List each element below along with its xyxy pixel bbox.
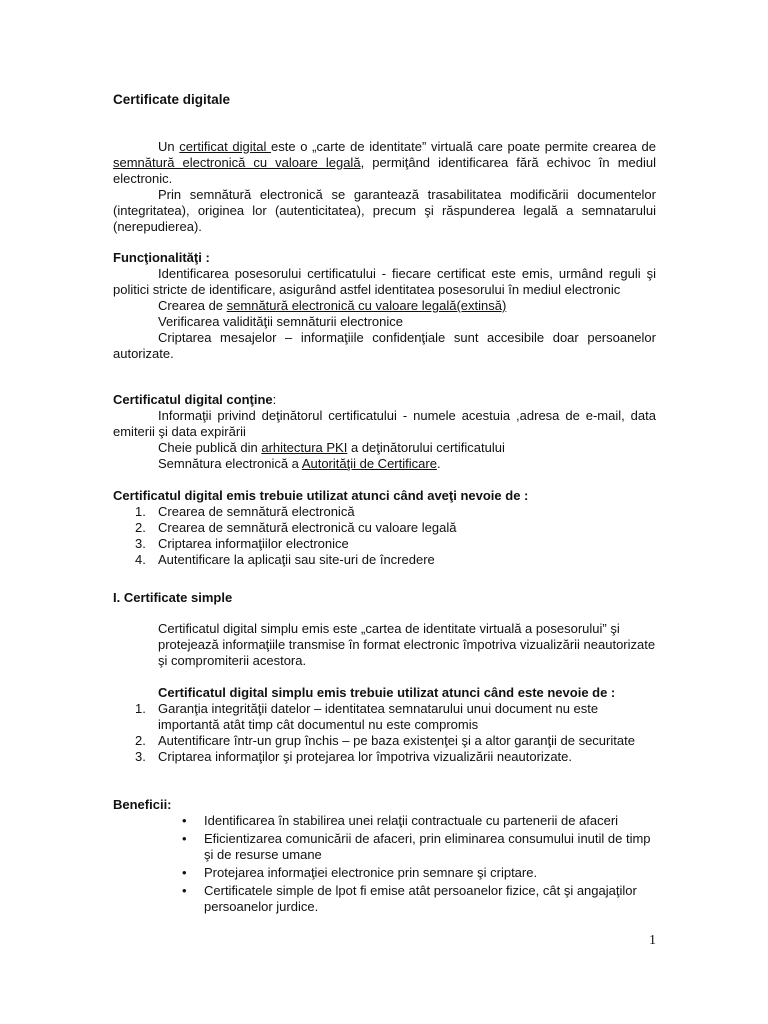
link-semnatura-extinsa[interactable]: semnătură electronică cu valoare legală(extinsă) xyxy=(226,298,507,313)
contine-item: Cheie publică din arhitectura PKI a deţinătorului certificatului xyxy=(158,440,505,455)
bullet-icon: • xyxy=(182,831,187,846)
beneficii-section xyxy=(113,797,656,917)
functionalitati-heading: Funcţionalităţi : xyxy=(113,250,210,265)
bullet-icon: • xyxy=(182,865,187,880)
intro-paragraph-2: Prin semnătură electronică se garantează trasabilitatea modificării documentelor (integritatea), originea lor (autenticitatea), precum şi răspunderea legală a semnatarului (nerepudierea). xyxy=(113,187,656,234)
utilizare-heading: Certificatul digital emis trebuie utilizat atunci când aveţi nevoie de : xyxy=(113,488,529,503)
functionalitati-item: Verificarea validităţii semnăturii electronice xyxy=(158,314,403,329)
beneficii-list xyxy=(113,813,656,915)
list-item: 1. Garanţia integrităţii datelor – identitatea semnatarului unui document nu este importantă atât timp cât documentul nu este compromis xyxy=(135,701,599,732)
link-autoritatii-de-certificare[interactable]: Autorităţii de Certificare xyxy=(301,456,437,471)
bullet-item: • Certificatele simple de lpot fi emise atât persoanelor fizice, cât şi angajaţilor persoanelor jurdice. xyxy=(182,883,637,914)
list-item: 2. Autentificare într-un grup închis – pe baza existenţei şi a altor garanţii de securitate xyxy=(135,733,635,748)
functionalitati-section xyxy=(113,250,656,362)
contine-section xyxy=(113,392,656,472)
functionalitati-item: Criptarea mesajelor – informaţiile confidenţiale sunt accesibile doar persoanelor autorizate. xyxy=(113,330,656,361)
intro-paragraph-1: Un certificat digital este o „carte de identitate” virtuală care poate permite crearea de semnătură electronică cu valoare legală, permiţând identificarea fără echivoc în mediul electronic. xyxy=(113,139,656,186)
contine-item: Informaţii privind deţinătorul certificatului - numele acestuia ,adresa de e-mail, data emiterii şi data expirării xyxy=(113,408,656,439)
functionalitati-item: Identificarea posesorului certificatului - fiecare certificat este emis, urmând reguli şi politici stricte de identificare, asigurând astfel identitatea posesorului în mediul electronic xyxy=(113,266,656,297)
certificate-simple-usage xyxy=(113,685,656,765)
utilizare-list xyxy=(113,504,656,568)
list-item: 3. Criptarea informaţiilor electronice xyxy=(135,536,349,551)
utilizare-section xyxy=(113,488,656,568)
certificate-simple-heading: I. Certificate simple xyxy=(113,590,233,605)
link-semnatura-electronica[interactable]: semnătură electronică cu valoare legală xyxy=(113,155,361,170)
intro-section xyxy=(113,139,656,235)
contine-item: Semnătura electronică a Autorităţii de Certificare. xyxy=(158,456,441,471)
certificate-simple-description: Certificatul digital simplu emis este „cartea de identitate virtuală a posesorului” şi protejează informaţiile transmise în format electronic împotriva vizualizării neautorizate şi compromiterii acestora. xyxy=(158,621,656,668)
list-item: 4. Autentificare la aplicaţii sau site-uri de încredere xyxy=(135,552,435,567)
list-item: 3. Criptarea informaţilor şi protejarea lor împotriva vizualizării neautorizate. xyxy=(135,749,573,764)
certificate-simple-section xyxy=(113,590,656,606)
certificate-simple-usage-heading: Certificatul digital simplu emis trebuie utilizat atunci când este nevoie de : xyxy=(158,685,616,700)
functionalitati-item: Crearea de semnătură electronică cu valoare legală(extinsă) xyxy=(158,298,507,313)
certificate-simple-usage-list xyxy=(113,701,656,765)
bullet-icon: • xyxy=(182,883,187,898)
beneficii-heading: Beneficii: xyxy=(113,797,172,812)
bullet-item: • Eficientizarea comunicării de afaceri, prin eliminarea consumului inutil de timp şi de resurse umane xyxy=(182,831,651,862)
link-arhitectura-pki[interactable]: arhitectura PKI xyxy=(261,440,348,455)
document-title: Certificate digitale xyxy=(113,92,231,107)
contine-heading: Certificatul digital conţine: xyxy=(113,392,277,407)
bullet-item: • Identificarea în stabilirea unei relaţii contractuale cu partenerii de afaceri xyxy=(182,813,619,828)
page-number: 1 xyxy=(649,933,656,948)
list-item: 1. Crearea de semnătură electronică xyxy=(135,504,355,519)
list-item: 2. Crearea de semnătură electronică cu valoare legală xyxy=(135,520,457,535)
link-certificat-digital[interactable]: certificat digital xyxy=(179,139,272,154)
bullet-icon: • xyxy=(182,813,187,828)
bullet-item: • Protejarea informaţiei electronice prin semnare şi criptare. xyxy=(182,865,538,880)
